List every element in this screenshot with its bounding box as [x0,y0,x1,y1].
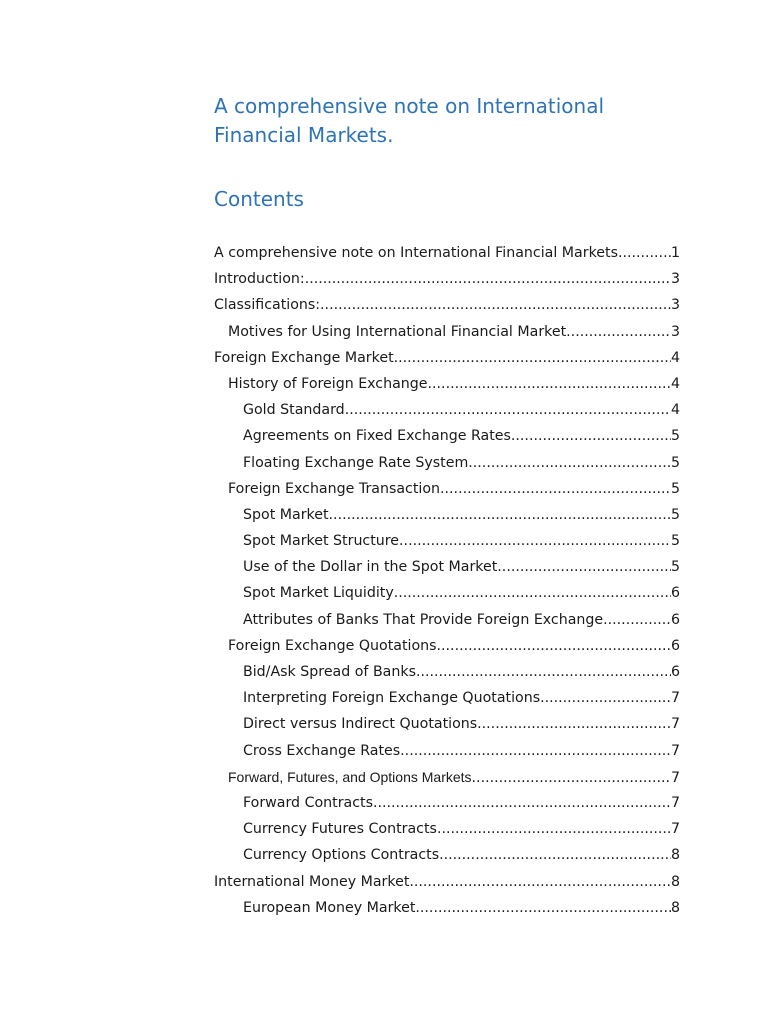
toc-entry[interactable] [214,874,680,900]
toc-page-number: 7 [670,794,680,811]
toc-page-number: 6 [670,637,680,654]
toc-entry[interactable] [214,638,680,664]
document-title: A comprehensive note on International Financial Markets. [214,94,604,147]
toc-entry[interactable] [214,324,680,350]
toc-page-number: 7 [670,690,680,707]
toc-page-number: 4 [670,402,680,419]
toc-entry[interactable] [214,455,680,481]
toc-page-number: 4 [670,375,680,392]
toc-entry[interactable] [214,769,680,795]
toc-entry[interactable] [214,533,680,559]
toc-entry-title: Attributes of Banks That Provide Foreign Exchange [243,611,604,628]
toc-entry-title: Foreign Exchange Market [214,349,394,366]
toc-page-number: 5 [670,533,680,550]
toc-entry[interactable] [214,795,680,821]
toc-dot-leader [511,428,671,444]
toc-entry[interactable] [214,664,680,690]
toc-dot-leader [618,245,671,261]
toc-page-number: 5 [670,559,680,576]
toc-dot-leader [566,324,671,340]
toc-entry-title: History of Foreign Exchange [228,375,428,392]
toc-page-number: 5 [670,454,680,471]
toc-dot-leader [415,900,671,916]
toc-page-number: 8 [670,899,680,916]
toc-dot-leader [437,638,671,654]
toc-entry-title: Classifications: [214,297,321,314]
toc-entry[interactable] [214,350,680,376]
toc-entry-title: Foreign Exchange Quotations [228,637,437,654]
toc-page-number: 8 [670,847,680,864]
toc-entry-title: Use of the Dollar in the Spot Market [243,559,498,576]
toc-entry[interactable] [214,376,680,402]
toc-entry-title: Direct versus Indirect Quotations [243,716,478,733]
toc-dot-leader [329,507,671,523]
toc-entry[interactable] [214,271,680,297]
toc-page-number: 7 [670,716,680,733]
toc-dot-leader [472,770,671,786]
contents-heading: Contents [214,187,304,211]
toc-entry[interactable] [214,507,680,533]
toc-dot-leader [497,559,671,575]
toc-page-number: 6 [670,585,680,602]
toc-entry[interactable] [214,743,680,769]
toc-dot-leader [409,874,671,890]
toc-entry-title: Floating Exchange Rate System [243,454,469,471]
toc-entry-title: Cross Exchange Rates [243,742,401,759]
toc-entry[interactable] [214,559,680,585]
toc-entry-title: Bid/Ask Spread of Banks [243,664,416,680]
toc-entry-title: Gold Standard [243,402,345,419]
toc-entry-title: Forward Contracts [243,794,373,811]
toc-page-number: 7 [670,821,680,838]
toc-entry-title: Forward, Futures, and Options Markets [228,768,472,785]
toc-entry-title: Currency Options Contracts [243,847,440,864]
toc-entry-title: Spot Market Liquidity [243,585,394,602]
toc-dot-leader [416,664,671,680]
toc-entry-title: Agreements on Fixed Exchange Rates [243,428,511,445]
toc-entry-title: Currency Futures Contracts [243,821,437,838]
toc-entry[interactable] [214,585,680,611]
toc-page-number: 1 [670,245,680,261]
toc-dot-leader [437,821,671,837]
toc-entry[interactable] [214,900,680,926]
toc-entry[interactable] [214,612,680,638]
document-page [214,92,680,926]
toc-page-number: 3 [670,271,680,288]
toc-dot-leader [468,455,671,471]
toc-dot-leader [603,612,671,628]
toc-entry[interactable] [214,690,680,716]
toc-page-number: 5 [670,506,680,523]
toc-dot-leader [394,585,671,601]
toc-dot-leader [345,402,671,418]
toc-entry[interactable] [214,297,680,323]
toc-entry-title: Interpreting Foreign Exchange Quotations [243,690,541,707]
toc-page-number: 3 [670,297,680,314]
toc-page-number: 5 [670,480,680,497]
toc-dot-leader [394,350,671,366]
toc-page-number: 7 [670,742,680,759]
toc-dot-leader [440,481,671,497]
toc-entry[interactable] [214,847,680,873]
toc-entry[interactable] [214,428,680,454]
toc-entry[interactable] [214,821,680,847]
toc-page-number: 4 [670,349,680,366]
toc-entry[interactable] [214,245,680,271]
toc-entry[interactable] [214,716,680,742]
toc-entry[interactable] [214,402,680,428]
toc-page-number: 5 [670,428,680,445]
toc-entry-title: A comprehensive note on International Financial Markets [214,245,618,261]
toc-dot-leader [477,716,671,732]
toc-page-number: 6 [670,664,680,680]
toc-entry-title: Motives for Using International Financial Market [228,323,567,340]
toc-dot-leader [305,271,671,287]
toc-page-number: 7 [670,769,680,786]
toc-dot-leader [373,795,671,811]
toc-dot-leader [428,376,671,392]
toc-dot-leader [540,690,671,706]
toc-entry-title: European Money Market [243,899,416,916]
toc-page-number: 6 [670,611,680,628]
toc-entry-title: Spot Market [243,506,329,523]
toc-dot-leader [400,743,671,759]
toc-dot-leader [399,533,671,549]
toc-entry-title: International Money Market [214,873,410,890]
toc-page-number: 3 [670,323,680,340]
toc-entry[interactable] [214,481,680,507]
table-of-contents [214,245,680,926]
toc-entry-title: Foreign Exchange Transaction [228,480,441,497]
toc-entry-title: Introduction: [214,271,305,288]
toc-page-number: 8 [670,873,680,890]
toc-dot-leader [439,847,671,863]
toc-dot-leader [320,297,671,313]
toc-entry-title: Spot Market Structure [243,533,400,550]
